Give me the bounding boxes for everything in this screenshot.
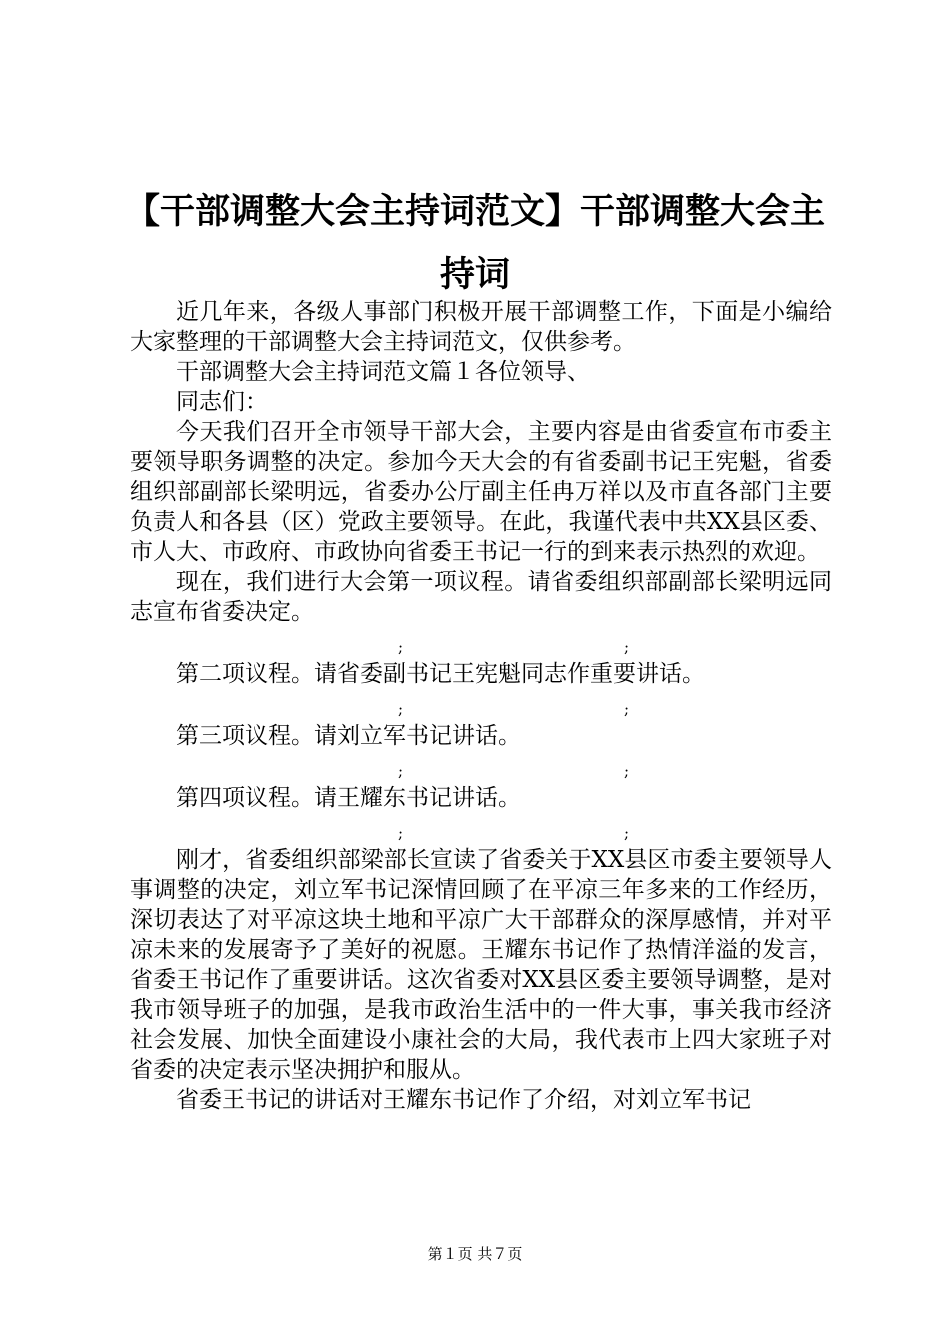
separator-mark: ; — [398, 700, 404, 718]
separator-row — [130, 813, 832, 845]
separator-mark: ; — [624, 762, 630, 780]
paragraph-intro: 近几年来，各级人事部门积极开展干部调整工作，下面是小编给大家整理的干部调整大会主持词范文，仅供参考。 — [130, 299, 832, 355]
paragraph-agenda-1: 现在，我们进行大会第一项议程。请省委组织部副部长梁明远同志宣布省委决定。 — [130, 569, 832, 625]
document-title — [100, 180, 850, 306]
page-footer: 第１页 共７页 — [427, 1245, 523, 1263]
separator-row — [130, 627, 832, 659]
paragraph-summary: 刚才，省委组织部梁部长宣读了省委关于XX县区市委主要领导人事调整的决定，刘立军书记深情回顾了在平凉三年多来的工作经历，深切表达了对平凉这块土地和平凉广大干部群众的深厚感情，并对平凉未来的发展寄予了美好的祝愿。王耀东书记作了热情洋溢的发言，省委王书记作了重要讲话。这次省委对XX县区委主要领导调整，是对我市领导班子的加强，是我市政治生活中的一件大事，事关我市经济社会发展、加快全面建设小康社会的大局，我代表市上四大家班子对省委的决定表示坚决拥护和服从。 — [130, 847, 832, 1083]
separator-row — [130, 689, 832, 721]
separator-row — [130, 751, 832, 783]
paragraph-agenda-3: 第三项议程。请刘立军书记讲话。 — [176, 723, 521, 749]
separator-mark: ; — [398, 824, 404, 842]
paragraph-salutation: 同志们： — [176, 389, 268, 415]
separator-mark: ; — [624, 638, 630, 656]
paragraph-heading: 干部调整大会主持词范文篇１各位领导、 — [176, 359, 590, 385]
paragraph-continued: 省委王书记的讲话对王耀东书记作了介绍，对刘立军书记 — [176, 1087, 751, 1113]
paragraph-agenda-4: 第四项议程。请王耀东书记讲话。 — [176, 785, 521, 811]
separator-mark: ; — [624, 824, 630, 842]
title-line-1: 【干部调整大会主持词范文】干部调整大会主 — [124, 191, 825, 232]
title-line-2: 持词 — [439, 254, 510, 295]
separator-mark: ; — [398, 762, 404, 780]
separator-mark: ; — [624, 700, 630, 718]
separator-mark: ; — [398, 638, 404, 656]
paragraph-agenda-2: 第二项议程。请省委副书记王宪魁同志作重要讲话。 — [176, 661, 705, 687]
paragraph-opening: 今天我们召开全市领导干部大会，主要内容是由省委宣布市委主要领导职务调整的决定。参加今天大会的有省委副书记王宪魁，省委组织部副部长梁明远，省委办公厅副主任冉万祥以及市直各部门主要负责人和各县（区）党政主要领导。在此，我谨代表中共XX县区委、市人大、市政府、市政协向省委王书记一行的到来表示热烈的欢迎。 — [130, 419, 832, 565]
document-body — [130, 297, 832, 1115]
